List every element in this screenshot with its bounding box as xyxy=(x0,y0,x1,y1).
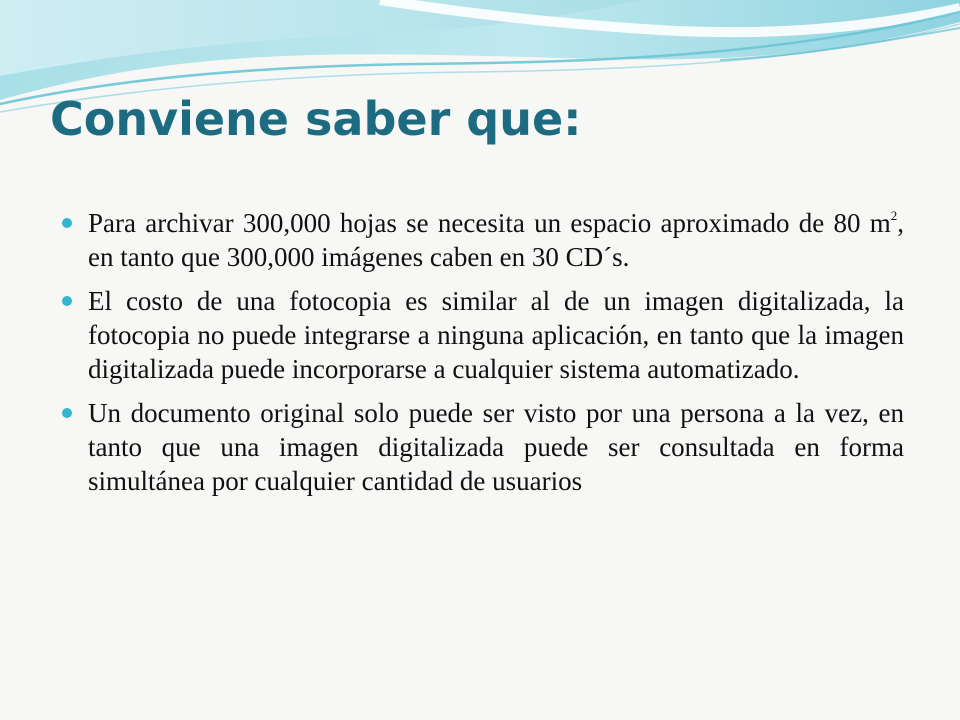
bullet-item xyxy=(62,396,904,498)
bullet-text: El costo de una fotocopia es similar al de un imagen digitalizada, la fotocopia no puede integrarse a ninguna aplicación, en tanto que la imagen digitalizada puede incorporarse a cualquier sistema automatizado. xyxy=(88,286,904,384)
bullet-dot-icon xyxy=(62,296,72,306)
bullet-item xyxy=(62,284,904,386)
bullet-dot-icon xyxy=(62,218,72,228)
bullet-dot-icon xyxy=(62,408,72,418)
slide-title: Conviene saber que: xyxy=(50,92,582,146)
superscript-text: 2 xyxy=(890,208,898,223)
bullet-text-part: , en tanto que 300,000 imágenes caben en 30 CD´s. xyxy=(88,208,904,272)
bullet-text: Un documento original solo puede ser visto por una persona a la vez, en tanto que una imagen digitalizada puede ser consultada en forma simultánea por cualquier cantidad de usuarios xyxy=(88,398,904,496)
bullet-text-part: Para archivar 300,000 hojas se necesita un espacio aproximado de 80 m xyxy=(88,208,891,238)
bullet-item xyxy=(62,206,904,274)
bullet-text xyxy=(88,206,904,274)
bullet-list xyxy=(62,206,904,508)
